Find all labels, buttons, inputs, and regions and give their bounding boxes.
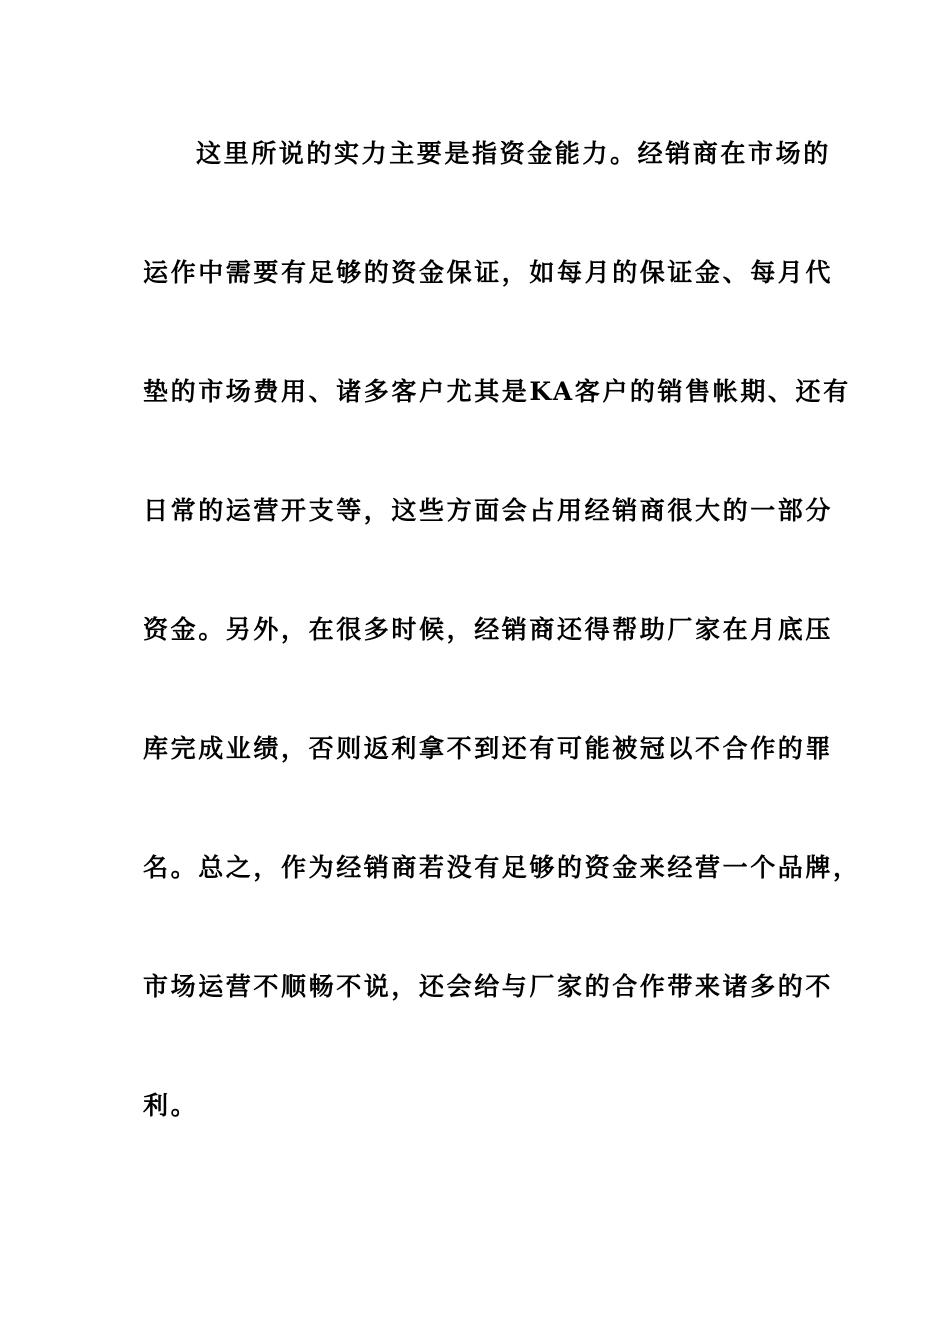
- paragraph-line-2: 运作中需要有足够的资金保证，如每月的保证金、每月代: [143, 258, 834, 287]
- paragraph-line-1: 这里所说的实力主要是指资金能力。经销商在市场的: [196, 139, 831, 168]
- paragraph-line-3: 垫的市场费用、诸多客户尤其是KA客户的销售帐期、还有: [143, 377, 851, 406]
- paragraph-line-9: 利。: [143, 1091, 199, 1120]
- paragraph-line-8: 市场运营不顺畅不说，还会给与厂家的合作带来诸多的不: [143, 972, 834, 1001]
- paragraph-line-7: 名。总之，作为经销商若没有足够的资金来经营一个品牌，: [143, 853, 861, 882]
- paragraph-line-4: 日常的运营开支等，这些方面会占用经销商很大的一部分: [143, 496, 834, 525]
- paragraph-line-6: 库完成业绩，否则返利拿不到还有可能被冠以不合作的罪: [143, 734, 834, 763]
- paragraph-line-5: 资金。另外，在很多时候，经销商还得帮助厂家在月底压: [143, 615, 834, 644]
